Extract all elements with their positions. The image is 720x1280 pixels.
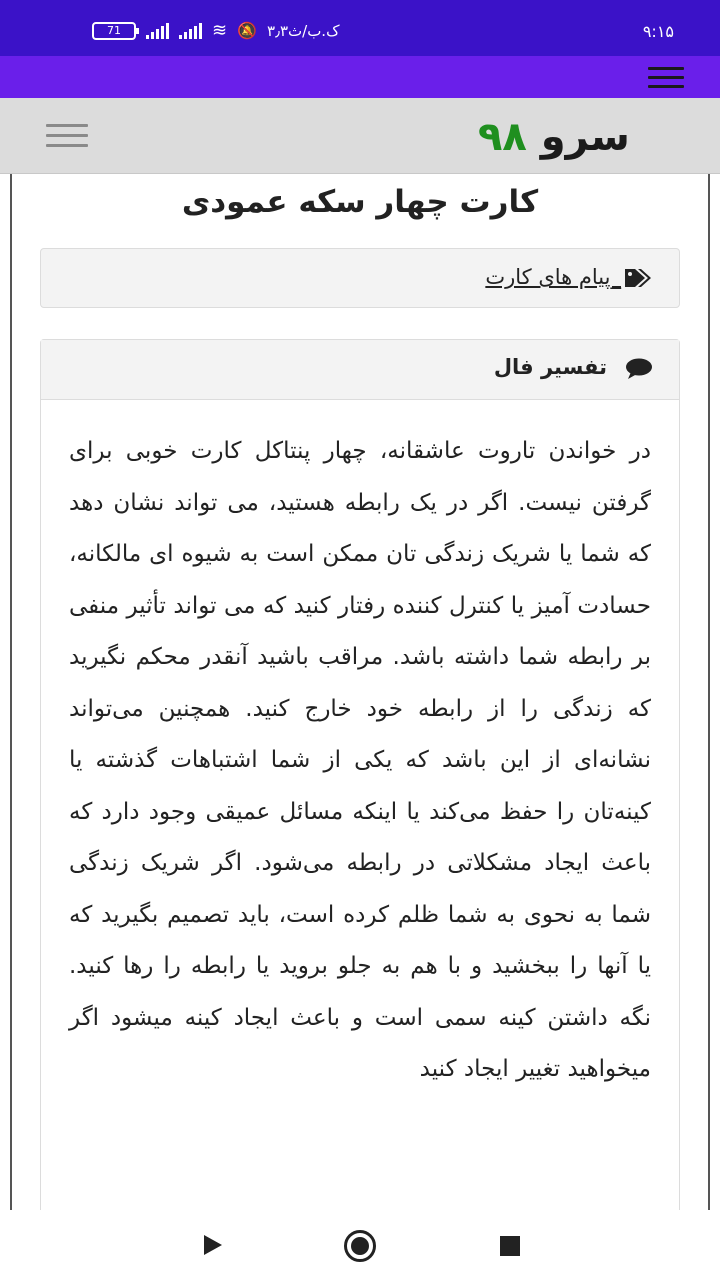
content-frame (10, 174, 710, 1210)
logo-number: ۹۸ (478, 114, 527, 160)
logo-name: سرو (540, 114, 630, 160)
site-header (0, 98, 720, 174)
wifi-icon: ≋ (212, 20, 228, 41)
tags-icon (623, 267, 653, 295)
card-title: تفسیر فال (493, 355, 607, 379)
mute-icon: 🔕 (237, 21, 258, 40)
interpretation-card (40, 339, 680, 1210)
back-icon[interactable] (204, 1235, 222, 1255)
signal-icon-2 (179, 23, 202, 39)
card-body-text: در خواندن تاروت عاشقانه، چهار پنتاکل کارت خوبی برای گرفتن نیست. اگر در یک رابطه هستید، می تواند نشان دهد که شما یا شریک زندگی تان ممکن است به شیوه ای مالکانه، حسادت آمیز یا کنترل کننده رفتار کنید که می تواند تأثیر منفی بر رابطه شما داشته باشد. مراقب باشید آنقدر محکم نگیرید که زندگی را از رابطه خود خارج کنید. همچنین می‌تواند نشانه‌ای از این باشد که یکی از شما اشتباهات گذشته یا کینه‌تان را حفظ می‌کند یا اینکه مسائل عمیقی وجود دارد که باعث ایجاد مشکلاتی در رابطه می‌شود. اگر شریک زندگی شما به نحوی به شما ظلم کرده است، باید تصمیم بگیرید که یا آنها را ببخشید و با هم به جلو بروید یا رابطه را رها کنید. نگه داشتن کینه سمی است و باعث ایجاد کینه میشود اگر میخواهید تغییر ایجاد کنید (69, 438, 651, 1082)
page-title: کارت چهار سکه عمودی (181, 184, 539, 220)
app-toolbar (0, 56, 720, 98)
comment-icon (625, 358, 653, 380)
site-logo[interactable] (478, 114, 630, 160)
app-menu-icon[interactable] (648, 67, 684, 89)
site-menu-icon[interactable] (46, 124, 88, 148)
battery-icon: 71 (92, 22, 136, 40)
recent-apps-icon[interactable] (500, 1236, 520, 1256)
status-icons (92, 20, 340, 41)
home-icon[interactable] (344, 1230, 376, 1262)
navigation-bar (0, 1210, 720, 1280)
tag-link[interactable]: _پیام های کارت (485, 265, 621, 289)
status-time: ۹:۱۵ (642, 22, 674, 41)
tag-box (40, 248, 680, 308)
status-bar (0, 0, 720, 56)
network-speed: ۳٫۳ک.ب/ث (267, 21, 340, 40)
card-header (41, 340, 679, 400)
signal-icon (146, 23, 169, 39)
